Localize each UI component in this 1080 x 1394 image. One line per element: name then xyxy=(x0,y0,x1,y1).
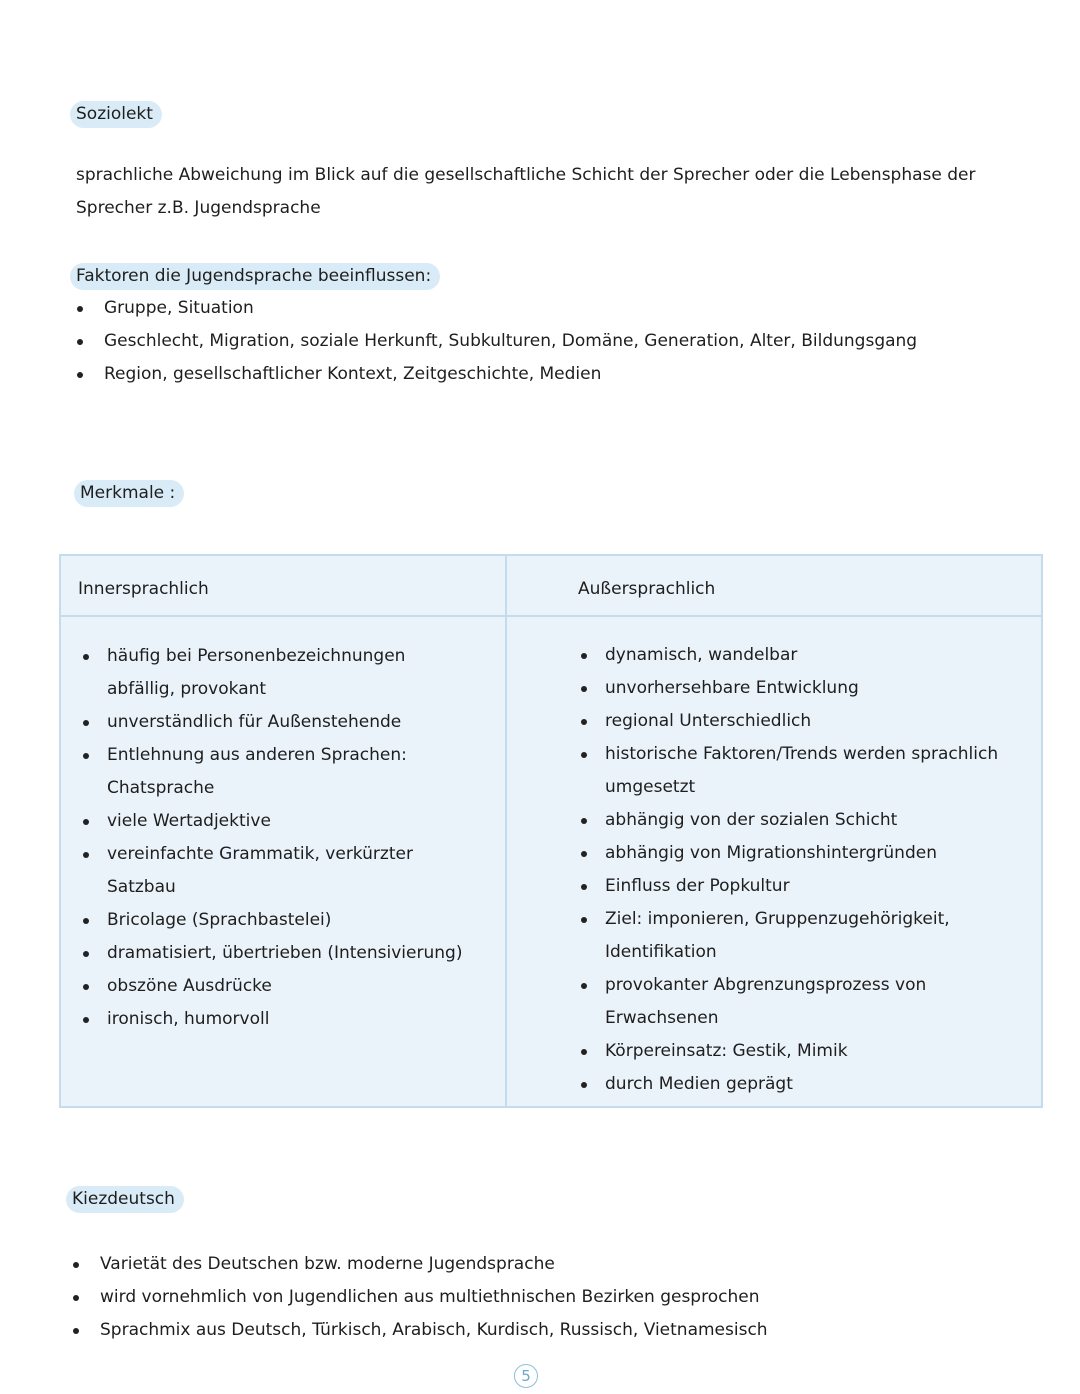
list-item: wird vornehmlich von Jugendlichen aus multiethnischen Bezirken gesprochen xyxy=(70,1281,768,1314)
list-item: Region, gesellschaftlicher Kontext, Zeitgeschichte, Medien xyxy=(74,358,917,391)
faktoren-list xyxy=(74,292,917,391)
list-item: regional Unterschiedlich xyxy=(575,705,1025,738)
kiezdeutsch-list xyxy=(70,1248,768,1347)
list-item: obszöne Ausdrücke xyxy=(77,970,467,1003)
list-item: historische Faktoren/Trends werden sprachlich umgesetzt xyxy=(575,738,1025,804)
aussersprachlich-list xyxy=(575,639,1025,1101)
list-item: Geschlecht, Migration, soziale Herkunft, Subkulturen, Domäne, Generation, Alter, Bildungsgang xyxy=(74,325,917,358)
page-number: 5 xyxy=(514,1364,538,1388)
list-item: viele Wertadjektive xyxy=(77,805,467,838)
list-item: Einfluss der Popkultur xyxy=(575,870,1025,903)
list-item: Ziel: imponieren, Gruppenzugehörigkeit, Identifikation xyxy=(575,903,1025,969)
list-item: abhängig von Migrationshintergründen xyxy=(575,837,1025,870)
list-item: Sprachmix aus Deutsch, Türkisch, Arabisch, Kurdisch, Russisch, Vietnamesisch xyxy=(70,1314,768,1347)
merkmale-table xyxy=(59,554,1043,1108)
list-item: Körpereinsatz: Gestik, Mimik xyxy=(575,1035,1025,1068)
list-item: ironisch, humorvoll xyxy=(77,1003,467,1036)
list-item: häufig bei Personenbezeichnungen abfällig, provokant xyxy=(77,640,467,706)
list-item: unvorhersehbare Entwicklung xyxy=(575,672,1025,705)
list-item: Entlehnung aus anderen Sprachen: Chatsprache xyxy=(77,739,467,805)
list-item: Gruppe, Situation xyxy=(74,292,917,325)
list-item: provokanter Abgrenzungsprozess von Erwachsenen xyxy=(575,969,1025,1035)
faktoren-heading: Faktoren die Jugendsprache beeinflussen: xyxy=(70,263,440,290)
list-item: durch Medien geprägt xyxy=(575,1068,1025,1101)
list-item: Varietät des Deutschen bzw. moderne Jugendsprache xyxy=(70,1248,768,1281)
table-header-divider xyxy=(61,615,1041,617)
table-header-innersprachlich: Innersprachlich xyxy=(78,579,209,599)
soziolekt-heading: Soziolekt xyxy=(70,101,162,128)
table-divider xyxy=(505,556,507,1106)
list-item: Bricolage (Sprachbastelei) xyxy=(77,904,467,937)
soziolekt-definition: sprachliche Abweichung im Blick auf die gesellschaftliche Schicht der Sprecher oder die Lebensphase der Sprecher z.B. Jugendsprache xyxy=(76,165,976,218)
table-header-aussersprachlich: Außersprachlich xyxy=(578,579,716,599)
merkmale-heading: Merkmale : xyxy=(74,480,184,507)
list-item: unverständlich für Außenstehende xyxy=(77,706,467,739)
innersprachlich-list xyxy=(77,640,467,1036)
list-item: vereinfachte Grammatik, verkürzter Satzbau xyxy=(77,838,467,904)
kiezdeutsch-heading: Kiezdeutsch xyxy=(66,1186,184,1213)
list-item: dynamisch, wandelbar xyxy=(575,639,1025,672)
list-item: dramatisiert, übertrieben (Intensivierung) xyxy=(77,937,467,970)
list-item: abhängig von der sozialen Schicht xyxy=(575,804,1025,837)
